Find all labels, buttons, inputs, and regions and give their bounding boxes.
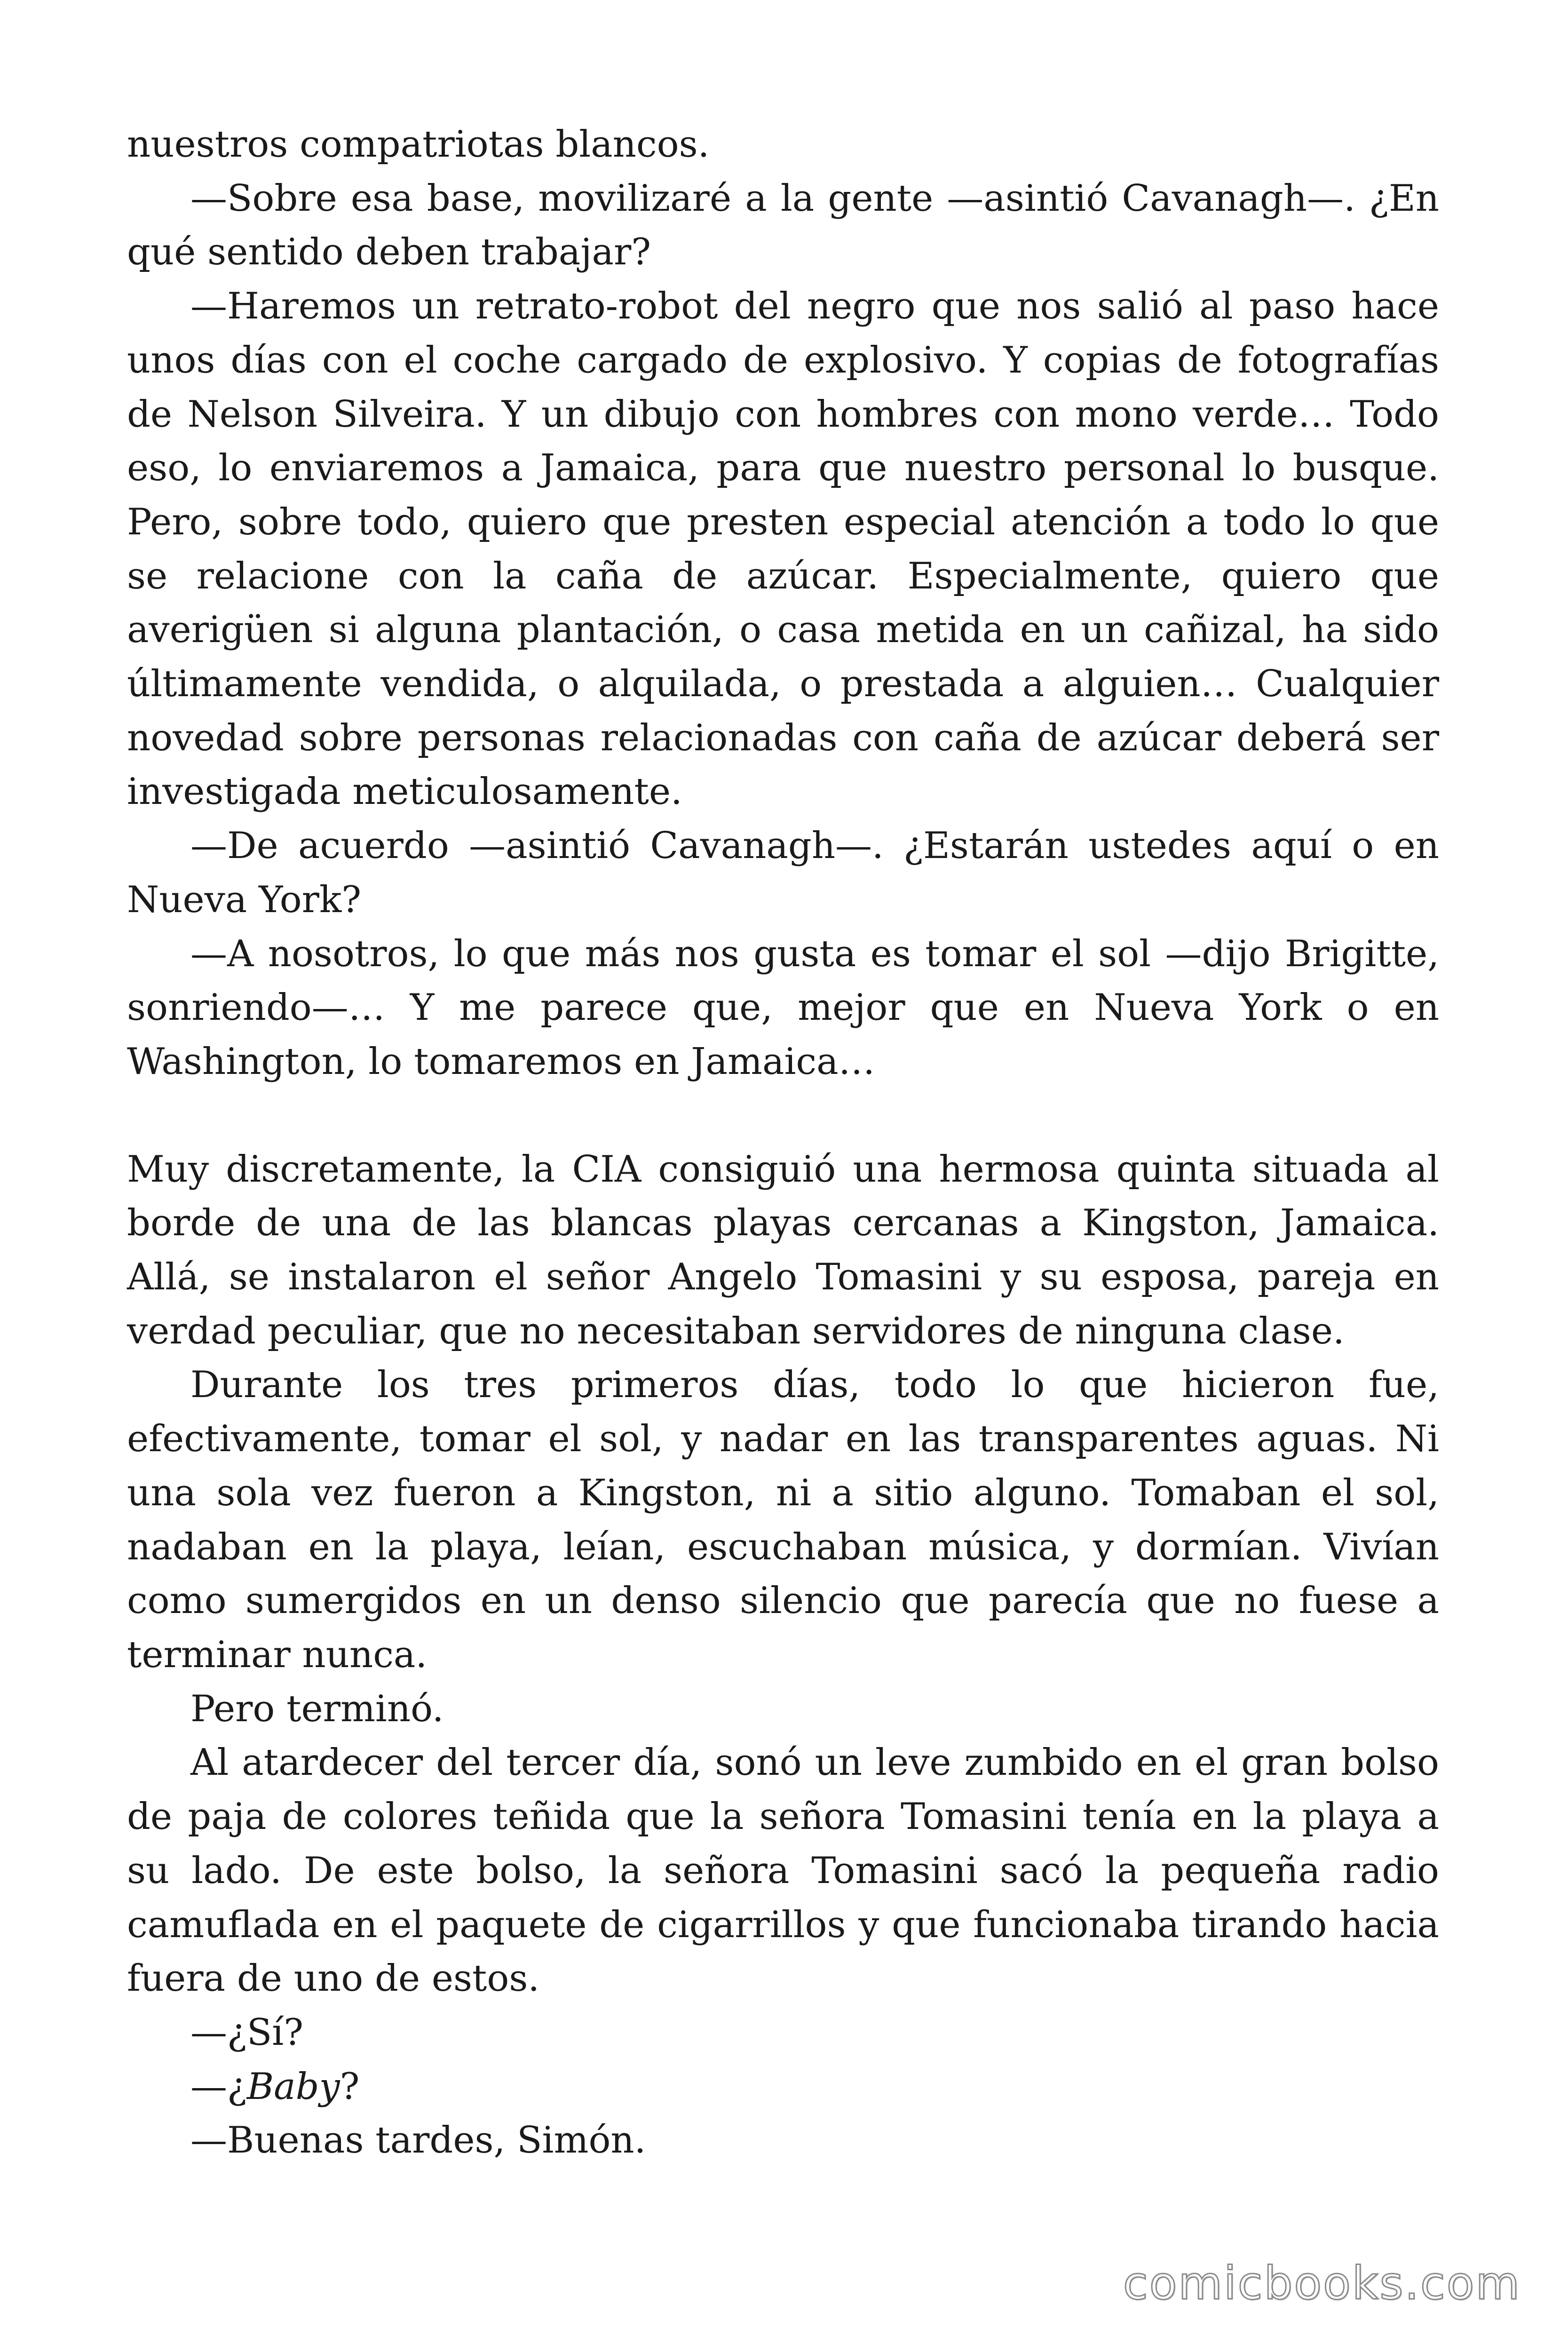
paragraph-5: —A nosotros, lo que más nos gusta es tomar el sol —dijo Brigitte, sonriendo—… Y me parece que, mejor que en Nueva York o en Washington, lo tomaremos en Jamaica… (127, 932, 1439, 1083)
paragraph-4: —De acuerdo —asintió Cavanagh—. ¿Estarán ustedes aquí o en Nueva York? (127, 825, 1439, 921)
paragraph-3: —Haremos un retrato-robot del negro que nos salió al paso hace unos días con el coche cargado de explosivo. Y copias de fotografías de Nelson Silveira. Y un dibujo con hombres con mono verde… Todo eso, lo enviaremos a Jamaica, para que nuestro personal lo busque. Pero, sobre todo, quiero que presten especial atención a todo lo que se relacione con la caña de azúcar. Especialmente, quiero que averigüen si alguna plantación, o casa metida en un cañizal, ha sido últimamente vendida, o alquilada, o prestada a alguien… Cualquier novedad sobre personas relacionadas con caña de azúcar deberá ser investigada meticulosamente. (127, 285, 1439, 813)
book-page (127, 118, 1439, 2168)
paragraph-7: Durante los tres primeros días, todo lo que hicieron fue, efectivamente, tomar el sol, y nadar en las transparentes aguas. Ni una sola vez fueron a Kingston, ni a sitio alguno. Tomaban el sol, nadaban en la playa, leían, escuchaban música, y dormían. Vivían como sumergidos en un denso silencio que parecía que no fuese a terminar nunca. (127, 1364, 1439, 1676)
paragraph-11 (127, 2060, 1439, 2114)
dialogue-prefix: —¿ (190, 2065, 247, 2108)
paragraph-2: —Sobre esa base, movilizaré a la gente —asintió Cavanagh—. ¿En qué sentido deben trabajar? (127, 177, 1439, 274)
paragraph-10: —¿Sí? (190, 2011, 304, 2054)
watermark-logo: comicbooks.com (1123, 2257, 1521, 2310)
paragraph-12: —Buenas tardes, Simón. (190, 2119, 646, 2162)
paragraph-8: Pero terminó. (190, 1687, 444, 1730)
paragraph-6: Muy discretamente, la CIA consiguió una hermosa quinta situada al borde de una de las blancas playas cercanas a Kingston, Jamaica. Allá, se instalaron el señor Angelo Tomasini y su esposa, pareja en verdad peculiar, que no necesitaban servidores de ninguna clase. (127, 1148, 1439, 1352)
dialogue-suffix: ? (340, 2065, 360, 2108)
italic-word: Baby (246, 2065, 340, 2108)
paragraph-1: nuestros compatriotas blancos. (127, 123, 710, 166)
paragraph-9: Al atardecer del tercer día, sonó un leve zumbido en el gran bolso de paja de colores teñida que la señora Tomasini tenía en la playa a su lado. De este bolso, la señora Tomasini sacó la pequeña radio camuflada en el paquete de cigarrillos y que funcionaba tirando hacia fuera de uno de estos. (127, 1741, 1439, 2000)
